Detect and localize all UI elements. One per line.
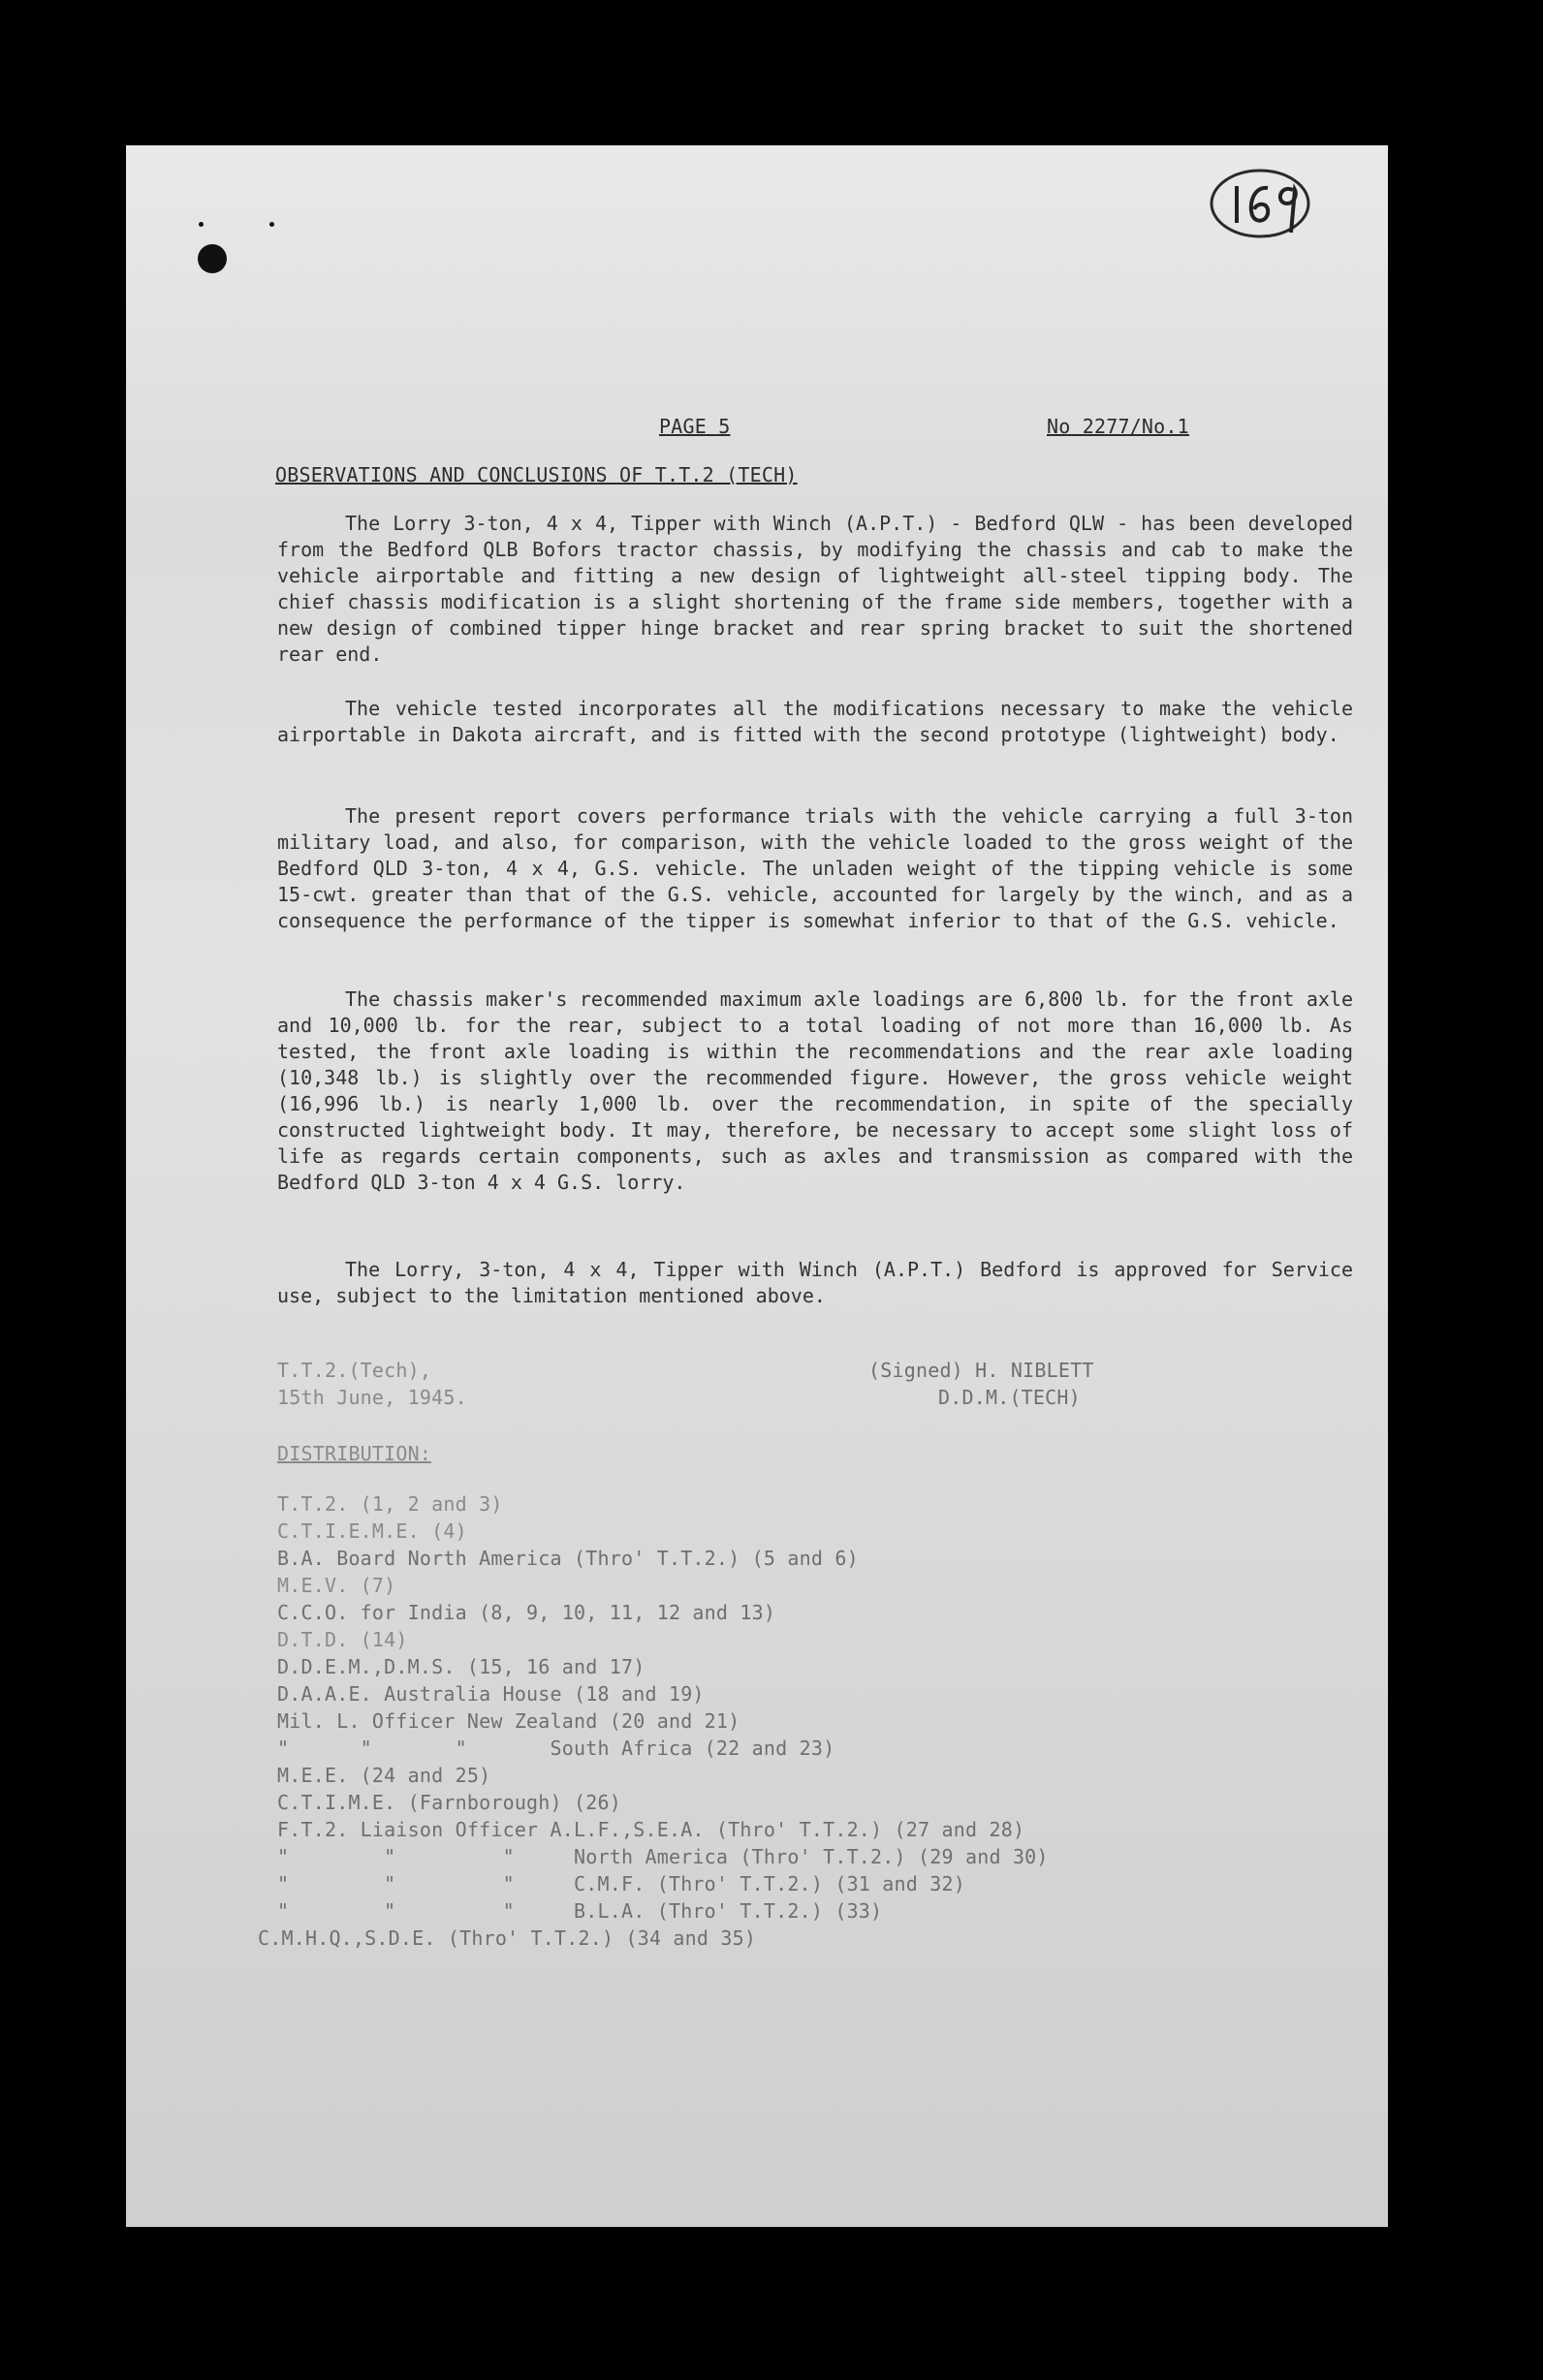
distribution-item: " " " C.M.F. (Thro' T.T.2.) (31 and 32) — [277, 1872, 965, 1895]
distribution-item: D.A.A.E. Australia House (18 and 19) — [277, 1682, 705, 1706]
distribution-item: C.C.O. for India (8, 9, 10, 11, 12 and 13) — [277, 1601, 776, 1624]
issuing-office: T.T.2.(Tech), — [277, 1359, 432, 1382]
distribution-item: Mil. L. Officer New Zealand (20 and 21) — [277, 1709, 740, 1733]
paragraph-2: The vehicle tested incorporates all the modifications necessary to make the vehicle airportable in Dakota aircraft, and is fitted with the second prototype (lightweight) body. — [277, 697, 1353, 746]
distribution-item: C.T.I.E.M.E. (4) — [277, 1519, 467, 1543]
punch-hole-small-left — [199, 222, 204, 227]
paragraph-3: The present report covers performance trials with the vehicle carrying a full 3-ton military load, and also, for comparison, with the vehicle loaded to the gross weight of the Bedford QLD 3-ton, 4 x 4, G.S. vehicle. The unladen weight of the tipping vehicle is some 15-cwt. greater than that of the G.S. vehicle, accounted for largely by the winch, and as a consequence the performance of the tipper is somewhat inferior to that of the G.S. vehicle. — [277, 804, 1353, 932]
paragraph-4: The chassis maker's recommended maximum axle loadings are 6,800 lb. for the front axle and 10,000 lb. for the rear, subject to a total loading of not more than 16,000 lb. As tested, the front axle loading is within the recommendations and the rear axle loading (10,348 lb.) is slightly over the recommended figure. However, the gross vehicle weight (16,996 lb.) is nearly 1,000 lb. over the recommendation, in spite of the specially constructed lightweight body. It may, therefore, be necessary to accept some slight loss of life as regards certain components, such as axles and transmission as compared with the Bedford QLD 3-ton 4 x 4 G.S. lorry. — [277, 987, 1353, 1194]
page-label: PAGE 5 — [659, 415, 731, 438]
section-title: OBSERVATIONS AND CONCLUSIONS OF T.T.2 (TECH) — [275, 463, 798, 486]
distribution-item: " " " North America (Thro' T.T.2.) (29 and 30) — [277, 1845, 1049, 1868]
document-reference: No 2277/No.1 — [1047, 415, 1189, 438]
signature: (Signed) H. NIBLETT — [868, 1359, 1094, 1382]
distribution-item: B.A. Board North America (Thro' T.T.2.) (5 and 6) — [277, 1547, 859, 1570]
distribution-item: M.E.E. (24 and 25) — [277, 1764, 491, 1787]
distribution-item: " " " South Africa (22 and 23) — [277, 1737, 835, 1760]
distribution-item: C.T.I.M.E. (Farnborough) (26) — [277, 1791, 621, 1814]
distribution-item: D.D.E.M.,D.M.S. (15, 16 and 17) — [277, 1655, 646, 1678]
distribution-title: DISTRIBUTION: — [277, 1442, 432, 1465]
distribution-item: " " " B.L.A. (Thro' T.T.2.) (33) — [277, 1899, 883, 1923]
punch-hole-large — [198, 244, 227, 273]
distribution-item: D.T.D. (14) — [277, 1628, 408, 1651]
distribution-item: M.E.V. (7) — [277, 1574, 396, 1597]
punch-hole-small-right — [269, 222, 274, 227]
handwritten-folio-number — [1208, 165, 1312, 242]
paragraph-5: The Lorry, 3-ton, 4 x 4, Tipper with Winch (A.P.T.) Bedford is approved for Service use, subject to the limitation mentioned above. — [277, 1258, 1353, 1307]
distribution-item: T.T.2. (1, 2 and 3) — [277, 1492, 503, 1516]
paragraph-1: The Lorry 3-ton, 4 x 4, Tipper with Winch (A.P.T.) - Bedford QLW - has been developed from the Bedford QLB Bofors tractor chassis, by modifying the chassis and cab to make the vehicle airportable and fitting a new design of lightweight all-steel tipping body. The chief chassis modification is a slight shortening of the frame side members, together with a new design of combined tipper hinge bracket and rear spring bracket to suit the shortened rear end. — [277, 512, 1353, 666]
signatory-title: D.D.M.(TECH) — [938, 1386, 1081, 1409]
distribution-item: C.M.H.Q.,S.D.E. (Thro' T.T.2.) (34 and 35) — [258, 1926, 757, 1950]
issue-date: 15th June, 1945. — [277, 1386, 467, 1409]
distribution-item: F.T.2. Liaison Officer A.L.F.,S.E.A. (Thro' T.T.2.) (27 and 28) — [277, 1818, 1025, 1841]
